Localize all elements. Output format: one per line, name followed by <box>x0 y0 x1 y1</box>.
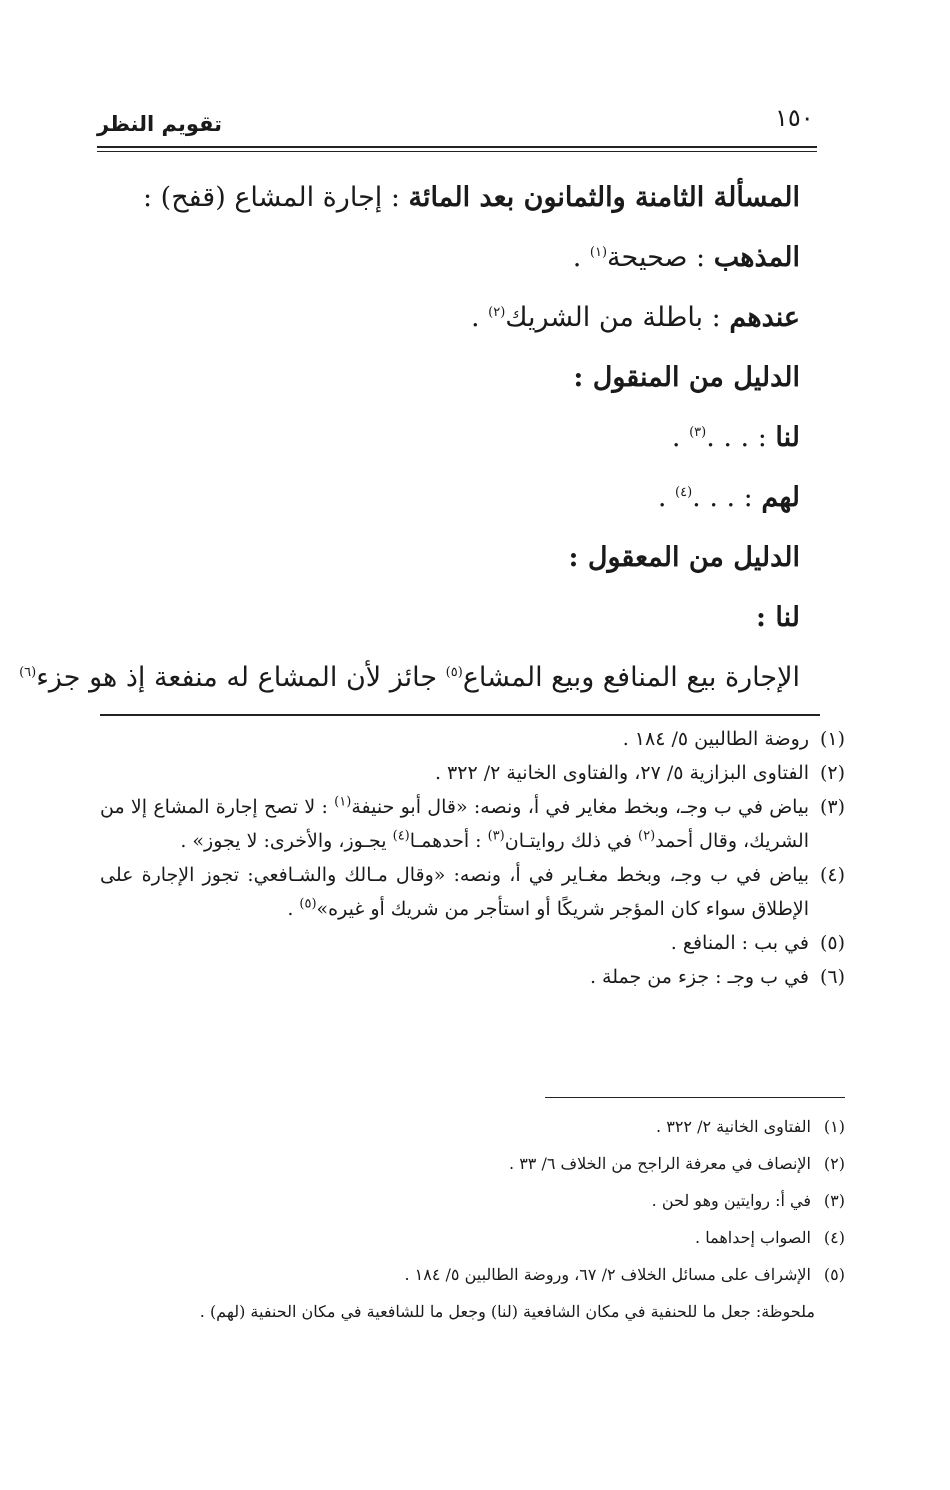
subnote-number: (٤) <box>823 1228 845 1247</box>
editor-note: ملحوظة: جعل ما للحنفية في مكان الشافعية (لنا) وجعل ما للشافعية في مكان الحنفية (لهم) . <box>199 1302 815 1321</box>
footnote-number: (٣) <box>819 796 845 818</box>
subnote-3 <box>100 1182 845 1219</box>
line-end: . <box>470 302 489 333</box>
subnote-text: الإشراف على مسائل الخلاف ٢/ ٦٧، وروضة الطالبين ٥/ ١٨٤ . <box>404 1265 811 1284</box>
footnote-text: يجـوز، والأخرى: لا يجوز» . <box>180 830 393 852</box>
line-end: . <box>657 482 676 513</box>
header-rule-thick <box>97 146 817 148</box>
footnote-number: (٥) <box>819 932 845 954</box>
main-text <box>19 168 800 708</box>
subnote-number: (٣) <box>823 1191 845 1210</box>
footnote-ref: (١) <box>334 794 352 810</box>
footnote-text: : أحدهمـا <box>409 830 488 852</box>
argument-line <box>19 648 800 708</box>
subnote-text: في أ: روايتين وهو لحن . <box>651 1191 811 1210</box>
page-number: ١٥٠ <box>775 104 814 132</box>
subnote-text: الفتاوى الخانية ٢/ ٣٢٢ . <box>656 1117 811 1136</box>
subnote-separator <box>545 1097 845 1098</box>
indahum-text: : باطلة من الشريك <box>505 302 721 333</box>
argument-text-2: جائز لأن المشاع له منفعة إذ هو جزء <box>36 662 446 693</box>
subnote-number: (٢) <box>823 1154 845 1173</box>
footnote-ref: (١) <box>589 245 608 260</box>
footnote-number: (٤) <box>819 864 845 886</box>
subnote-text: الإنصاف في معرفة الراجح من الخلاف ٦/ ٣٣ . <box>509 1154 811 1173</box>
footnote-number: (١) <box>819 728 845 750</box>
madhhab-text: : صحيحة <box>607 242 706 273</box>
subnote-2 <box>100 1145 845 1182</box>
argument-text-1: الإجارة بيع المنافع وبيع المشاع <box>462 662 800 693</box>
footnote-ref: (٥) <box>299 896 317 912</box>
footnote-ref: (٢) <box>638 828 656 844</box>
lana-text: : . . . <box>706 422 767 453</box>
footnote-ref: (٣) <box>689 425 707 440</box>
footnote-number: (٢) <box>819 762 845 784</box>
maqul-heading-text: الدليل من المعقول : <box>568 542 800 573</box>
subnote-number: (١) <box>823 1117 845 1136</box>
footnote-3 <box>100 790 845 858</box>
footnote-ref: (٢) <box>488 305 506 320</box>
running-title: تقويم النظر <box>97 112 223 136</box>
lahum-text: : . . . <box>692 482 753 513</box>
question-title: المسألة الثامنة والثمانون بعد المائة <box>408 182 800 213</box>
footnote-ref: (٦) <box>19 665 37 680</box>
footnote-separator <box>100 714 820 716</box>
footnote-text: في ب وجـ : جزء من جملة . <box>589 966 809 988</box>
footnote-5 <box>100 926 845 960</box>
lana-line <box>100 408 800 468</box>
maqul-heading <box>100 528 800 588</box>
footnote-6 <box>100 960 845 994</box>
footnote-ref: (٥) <box>445 665 463 680</box>
manqul-heading-text: الدليل من المنقول : <box>573 362 800 393</box>
footnote-text: بياض في ب وجـ، وبخط مغـاير في أ، ونصه: «وقال مـالك والشـافعي: تجوز الإجارة على الإطلاق سواء كان المؤجر شريكًا أو استأجر من شريك أو غيره» <box>100 864 809 920</box>
footnote-text: الفتاوى البزازية ٥/ ٢٧، والفتاوى الخانية ٢/ ٣٢٢ . <box>434 762 809 784</box>
footnote-text: : لا تصح إجارة المشاع إلا من الشريك، وقال أحمد <box>100 796 809 852</box>
footnote-1 <box>100 722 845 756</box>
footnotes <box>100 722 845 994</box>
question-subject: : إجارة المشاع (قفح) : <box>143 182 400 213</box>
line-end: . <box>671 422 690 453</box>
footnote-text: روضة الطالبين ٥/ ١٨٤ . <box>622 728 809 750</box>
manqul-heading <box>100 348 800 408</box>
subnotes <box>100 1108 845 1330</box>
footnote-text: في بب : المنافع . <box>670 932 809 954</box>
footnote-4 <box>100 858 845 926</box>
subnote-text: الصواب إحداهما . <box>695 1228 811 1247</box>
footnote-number: (٦) <box>819 966 845 988</box>
lana-label: لنا <box>775 422 800 453</box>
footnote-ref: (٤) <box>675 485 693 500</box>
lana2-line <box>100 588 800 648</box>
footnote-2 <box>100 756 845 790</box>
footnote-text: في ذلك روايتـان <box>504 830 638 852</box>
footnote-text: . <box>287 898 300 920</box>
subnote-number: (٥) <box>823 1265 845 1284</box>
subnote-5 <box>100 1256 845 1293</box>
subnote-4 <box>100 1219 845 1256</box>
madhhab-label: المذهب <box>713 242 800 273</box>
footnote-ref: (٣) <box>487 828 505 844</box>
lahum-label: لهم <box>761 482 800 513</box>
madhhab-line <box>100 228 800 288</box>
line-end: . <box>572 242 590 273</box>
indahum-line <box>100 288 800 348</box>
indahum-label: عندهم <box>729 302 800 333</box>
lahum-line <box>100 468 800 528</box>
lana2-label: لنا : <box>756 602 800 633</box>
question-heading <box>100 168 800 228</box>
subnote-1 <box>100 1108 845 1145</box>
header-rule-thin <box>97 151 817 152</box>
footnote-ref: (٤) <box>392 828 410 844</box>
footnote-text: بياض في ب وجـ، وبخط مغاير في أ، ونصه: «قال أبو حنيفة <box>351 796 809 818</box>
